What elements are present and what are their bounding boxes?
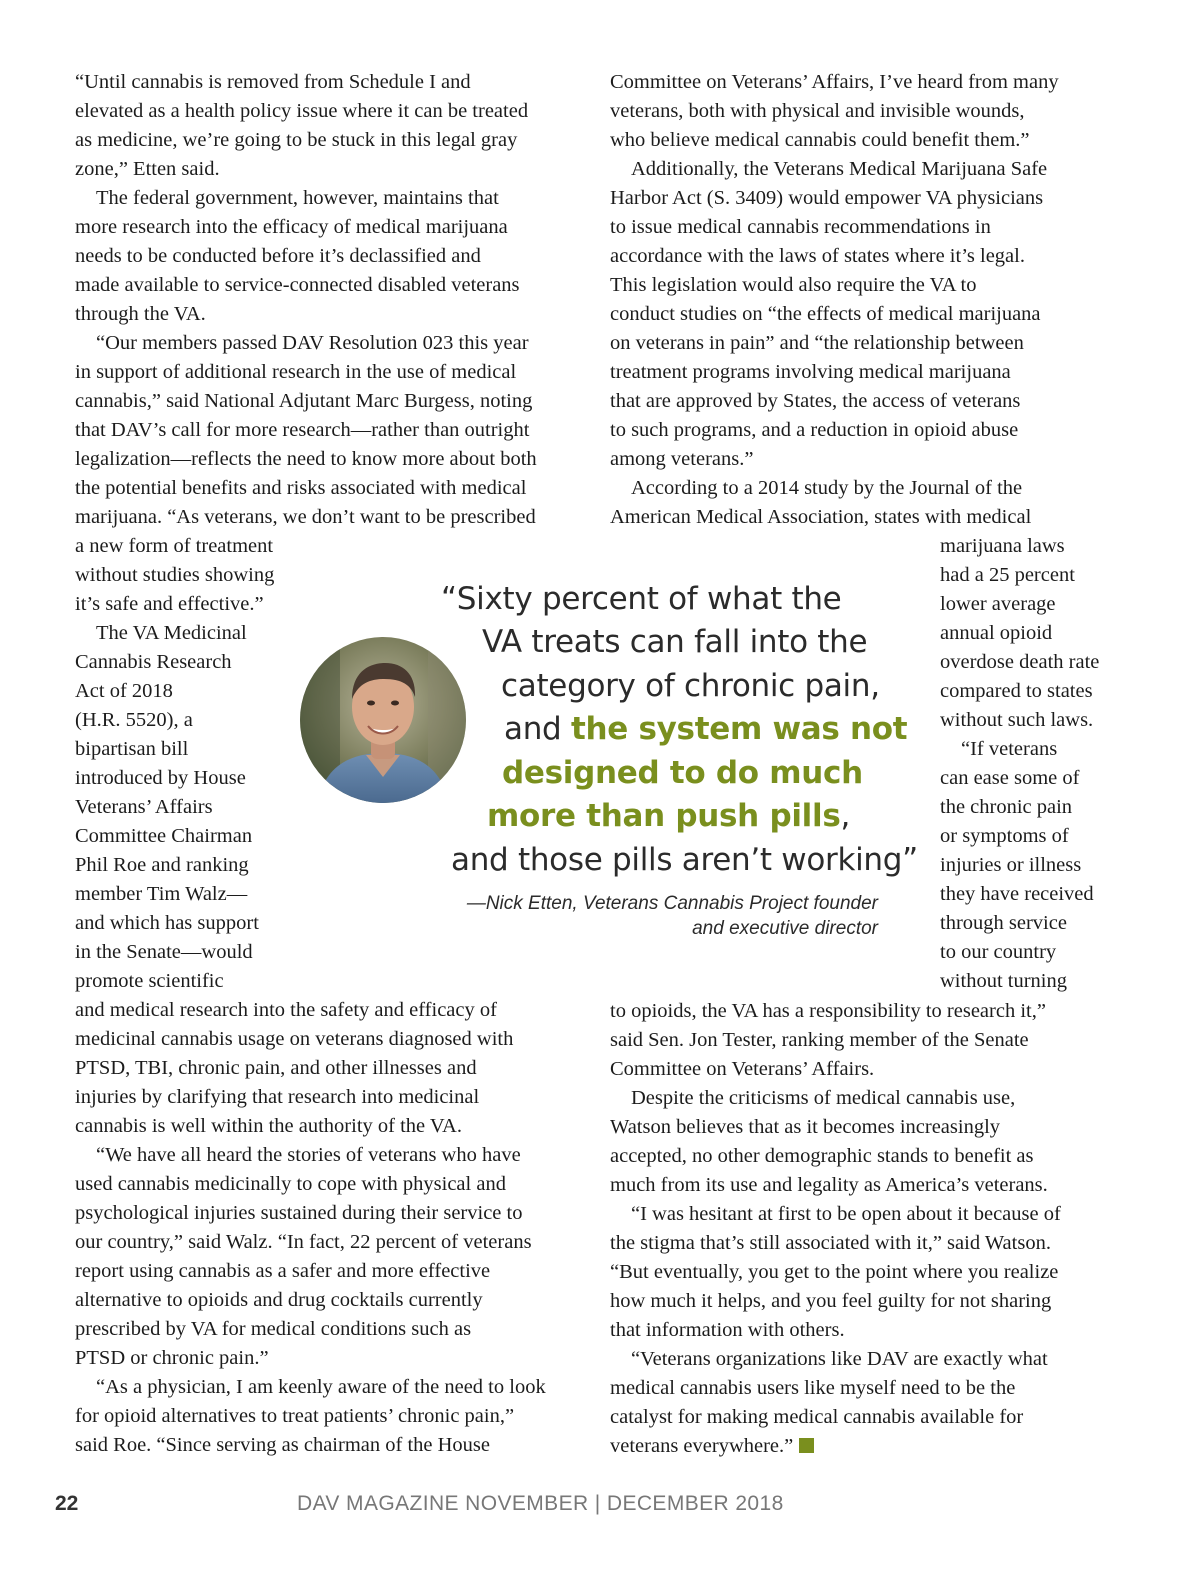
article-text-line: medical cannabis users like myself need to be the — [610, 1377, 1016, 1399]
article-text-line: Harbor Act (S. 3409) would empower VA physicians — [610, 187, 1044, 209]
article-text-line: overdose death rate — [940, 651, 1100, 673]
article-text-line: our country,” said Walz. “In fact, 22 percent of veterans — [75, 1231, 532, 1253]
article-text-line: alternative to opioids and drug cocktails currently — [75, 1289, 483, 1311]
publication-footer: DAV MAGAZINE NOVEMBER | DECEMBER 2018 — [297, 1492, 784, 1515]
pull-quote-highlight: the system was not — [570, 711, 908, 747]
article-text-line: “But eventually, you get to the point where you realize — [610, 1261, 1059, 1283]
article-text-line: The federal government, however, maintains that — [96, 187, 499, 209]
article-text-line: legalization—reflects the need to know more about both — [75, 448, 537, 470]
article-text-line: marijuana laws — [940, 535, 1065, 557]
article-text-line: According to a 2014 study by the Journal of the — [631, 477, 1023, 499]
article-text-line: This legislation would also require the VA to — [610, 274, 977, 296]
article-text-line: as medicine, we’re going to be stuck in this legal gray — [75, 129, 518, 151]
pull-quote-highlight: designed to do much — [502, 755, 863, 791]
article-text-line: the potential benefits and risks associated with medical — [75, 477, 527, 499]
article-text-line: compared to states — [940, 680, 1093, 702]
article-text-line: Committee Chairman — [75, 825, 253, 847]
article-text-line: injuries by clarifying that research into medicinal — [75, 1086, 480, 1108]
pull-quote-line: VA treats can fall into the — [482, 624, 868, 660]
article-text-line: Committee on Veterans’ Affairs. — [610, 1058, 875, 1080]
article-text-line: they have received — [940, 883, 1094, 905]
article-text-line: without studies showing — [75, 564, 275, 586]
article-text-line: promote scientific — [75, 970, 224, 992]
pull-quote-line — [504, 708, 907, 751]
article-text-line: for opioid alternatives to treat patients’ chronic pain,” — [75, 1405, 515, 1427]
article-text-line: who believe medical cannabis could benefit them.” — [610, 129, 1030, 151]
article-text-line: The VA Medicinal — [96, 622, 247, 644]
pull-quote-line: “Sixty percent of what the — [441, 581, 842, 617]
article-text-line: Committee on Veterans’ Affairs, I’ve heard from many — [610, 71, 1059, 93]
article-text-line: accordance with the laws of states where it’s legal. — [610, 245, 1025, 267]
article-text-line: veterans, both with physical and invisible wounds, — [610, 100, 1025, 122]
article-text-line: Cannabis Research — [75, 651, 232, 673]
article-text-line: catalyst for making medical cannabis available for — [610, 1406, 1024, 1428]
pull-quote-highlight: more than push pills — [487, 798, 841, 834]
article-text-line: Act of 2018 — [75, 680, 173, 702]
article-text-line: the chronic pain — [940, 796, 1073, 818]
article-text-line: annual opioid — [940, 622, 1053, 644]
pull-quote-attribution: —Nick Etten, Veterans Cannabis Project founder — [466, 893, 878, 914]
article-text-line: through the VA. — [75, 303, 206, 325]
article-text-line: said Roe. “Since serving as chairman of the House — [75, 1434, 491, 1456]
article-text-line: to issue medical cannabis recommendations in — [610, 216, 991, 238]
article-text-line: can ease some of — [940, 767, 1080, 789]
article-text-line: Veterans’ Affairs — [75, 796, 213, 818]
article-text-line: had a 25 percent — [940, 564, 1075, 586]
article-text-line: marijuana. “As veterans, we don’t want to be prescribed — [75, 506, 536, 528]
article-text-line: on veterans in pain” and “the relationship between — [610, 332, 1024, 354]
article-text-line: veterans everywhere.” — [610, 1432, 814, 1461]
article-text-line: zone,” Etten said. — [75, 158, 220, 180]
article-text-line: among veterans.” — [610, 448, 754, 470]
article-text-line: American Medical Association, states with medical — [610, 506, 1032, 528]
article-text-line: made available to service-connected disabled veterans — [75, 274, 520, 296]
article-text-line: to such programs, and a reduction in opioid abuse — [610, 419, 1019, 441]
article-text-line: to our country — [940, 941, 1057, 963]
pull-quote-text: and — [504, 711, 571, 747]
article-text-line: cannabis,” said National Adjutant Marc Burgess, noting — [75, 390, 533, 412]
article-text-line: prescribed by VA for medical conditions such as — [75, 1318, 472, 1340]
article-text-line: Phil Roe and ranking — [75, 854, 249, 876]
portrait-photo — [300, 637, 466, 803]
article-text-line: (H.R. 5520), a — [75, 709, 193, 731]
portrait-icon — [300, 637, 466, 803]
article-text-line: Additionally, the Veterans Medical Marijuana Safe — [631, 158, 1048, 180]
article-text-line: lower average — [940, 593, 1056, 615]
article-text-line: much from its use and legality as America’s veterans. — [610, 1174, 1048, 1196]
article-text-line: cannabis is well within the authority of the VA. — [75, 1115, 462, 1137]
article-text-line: or symptoms of — [940, 825, 1069, 847]
article-text-line: injuries or illness — [940, 854, 1082, 876]
article-text-line: PTSD, TBI, chronic pain, and other illnesses and — [75, 1057, 477, 1079]
article-text-line: a new form of treatment — [75, 535, 274, 557]
article-text-line: how much it helps, and you feel guilty for not sharing — [610, 1290, 1052, 1312]
article-text-line: used cannabis medicinally to cope with physical and — [75, 1173, 506, 1195]
article-text-line: in the Senate—would — [75, 941, 253, 963]
article-text-line: through service — [940, 912, 1067, 934]
pull-quote-line — [502, 752, 863, 795]
article-text-line: “Veterans organizations like DAV are exactly what — [631, 1348, 1048, 1370]
pull-quote-line: and those pills aren’t working” — [451, 842, 918, 878]
article-text-line: report using cannabis as a safer and more effective — [75, 1260, 491, 1282]
article-text-line: “Our members passed DAV Resolution 023 this year — [96, 332, 529, 354]
article-text-line: more research into the efficacy of medical marijuana — [75, 216, 508, 238]
article-text-line: “If veterans — [961, 738, 1058, 760]
article-text-line: without such laws. — [940, 709, 1094, 731]
article-text-line: bipartisan bill — [75, 738, 189, 760]
article-text-line: elevated as a health policy issue where it can be treated — [75, 100, 529, 122]
article-text-line: the stigma that’s still associated with it,” said Watson. — [610, 1232, 1051, 1254]
article-text-line: medicinal cannabis usage on veterans diagnosed with — [75, 1028, 514, 1050]
page-number: 22 — [55, 1492, 79, 1515]
article-text-line: that information with others. — [610, 1319, 845, 1341]
article-text-line: accepted, no other demographic stands to benefit as — [610, 1145, 1034, 1167]
article-text-line: “As a physician, I am keenly aware of the need to look — [96, 1376, 546, 1398]
article-text-line: Watson believes that as it becomes increasingly — [610, 1116, 1001, 1138]
article-text-line: that DAV’s call for more research—rather than outright — [75, 419, 530, 441]
pull-quote-line: category of chronic pain, — [501, 668, 880, 704]
pull-quote-attribution: and executive director — [692, 918, 878, 939]
article-text-line: in support of additional research in the use of medical — [75, 361, 517, 383]
end-of-article-icon — [799, 1438, 814, 1453]
article-text-line: to opioids, the VA has a responsibility to research it,” — [610, 1000, 1046, 1022]
pull-quote-text: , — [840, 798, 851, 834]
article-text-line: it’s safe and effective.” — [75, 593, 264, 615]
article-text-line: and medical research into the safety and efficacy of — [75, 999, 497, 1021]
article-text-line: Despite the criticisms of medical cannabis use, — [631, 1087, 1016, 1109]
article-text-line: needs to be conducted before it’s declassified and — [75, 245, 481, 267]
article-text-line: that are approved by States, the access of veterans — [610, 390, 1021, 412]
article-text-line: said Sen. Jon Tester, ranking member of the Senate — [610, 1029, 1029, 1051]
article-text-line: “I was hesitant at first to be open about it because of — [631, 1203, 1061, 1225]
article-text-line: “Until cannabis is removed from Schedule I and — [75, 71, 471, 93]
article-text-line: PTSD or chronic pain.” — [75, 1347, 269, 1369]
article-text-line: introduced by House — [75, 767, 246, 789]
article-text-line: conduct studies on “the effects of medical marijuana — [610, 303, 1041, 325]
article-text-line: treatment programs involving medical marijuana — [610, 361, 1011, 383]
article-text-line: and which has support — [75, 912, 259, 934]
pull-quote-line — [487, 795, 850, 838]
article-text-line: psychological injuries sustained during their service to — [75, 1202, 523, 1224]
article-text-line: member Tim Walz— — [75, 883, 248, 905]
article-text-line: “We have all heard the stories of veterans who have — [96, 1144, 521, 1166]
article-text-line: without turning — [940, 970, 1067, 992]
